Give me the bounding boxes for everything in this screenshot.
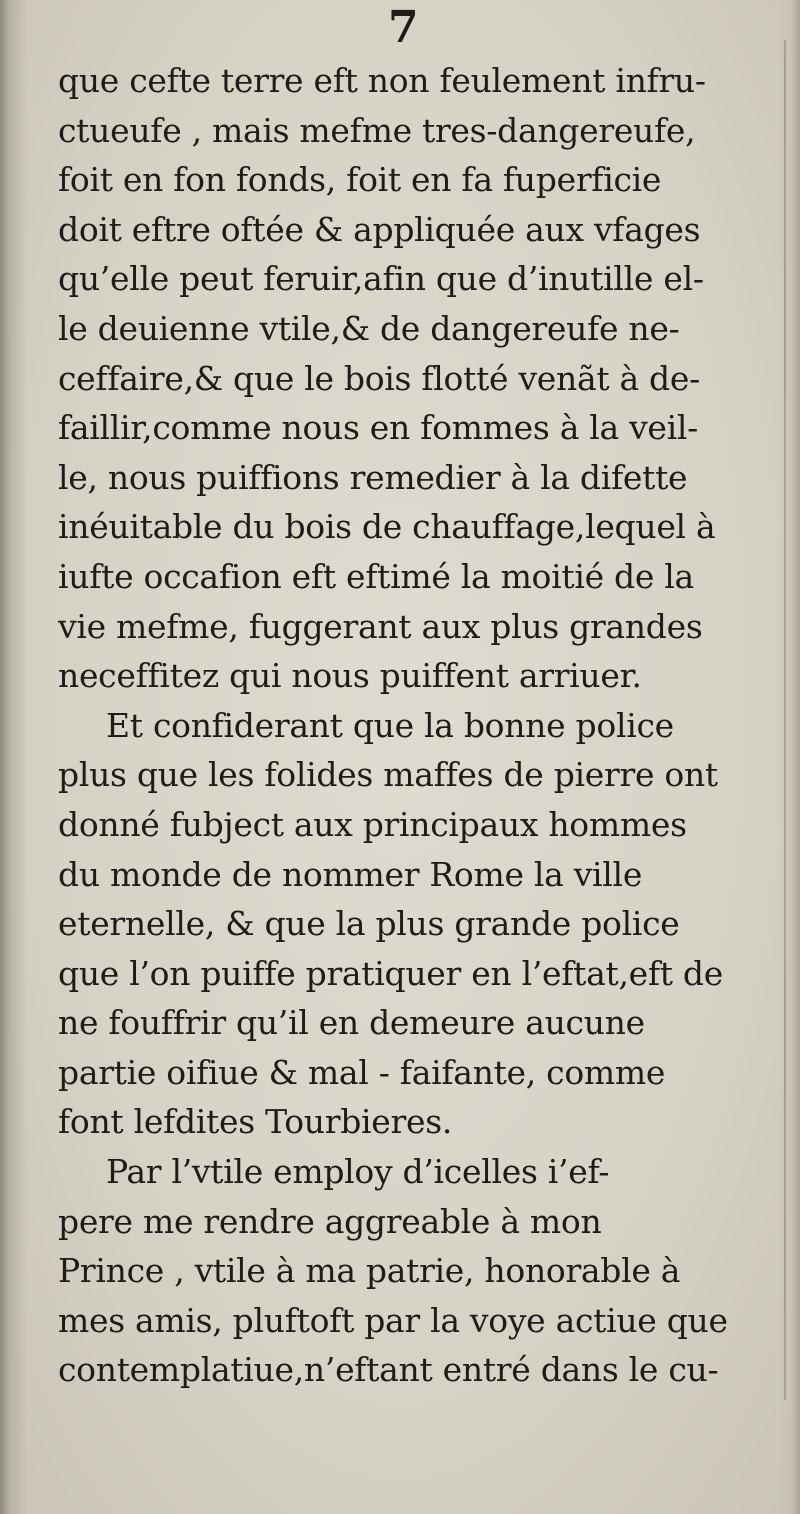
text-line: que l’on puiffe pratiquer en l’eftat,eft de (58, 953, 723, 993)
text-line: contemplatiue,n’eftant entré dans le cu- (58, 1350, 719, 1390)
text-line: partie oifiue & mal - faifante, comme (58, 1052, 666, 1092)
text-line: du monde de nommer Rome la ville (58, 854, 643, 894)
text-line: Prince , vtile à ma patrie, honorable à (58, 1251, 681, 1291)
text-line: inéuitable du bois de chauffage,lequel à (58, 507, 716, 547)
page-number: 7 (388, 2, 419, 53)
text-line: mes amis, pluftoft par la voye actiue que (58, 1300, 728, 1340)
text-line: ctueufe , mais mefme tres-dangereufe, (58, 110, 696, 150)
text-line: font lefdites Tourbieres. (58, 1102, 453, 1142)
text-line: ne fouffrir qu’il en demeure aucune (58, 1003, 645, 1043)
text-line: Par l’vtile employ d’icelles i’ef- (106, 1152, 610, 1192)
text-line: eternelle, & que la plus grande police (58, 904, 680, 944)
text-line: pere me rendre aggreable à mon (58, 1201, 602, 1241)
text-line: le deuienne vtile,& de dangereufe ne- (58, 308, 680, 348)
text-line: qu’elle peut feruir,afin que d’inutille el- (58, 259, 704, 299)
text-line: plus que les folides maffes de pierre ont (58, 755, 718, 795)
page-edge (778, 0, 800, 1514)
text-line: foit en fon fonds, foit en fa fuperficie (58, 160, 662, 200)
body-text (58, 56, 770, 1395)
text-line: faillir,comme nous en fommes à la veil- (58, 408, 699, 448)
text-line: donné fubject aux principaux hommes (58, 804, 687, 844)
text-line: doit eftre oftée & appliquée aux vfages (58, 209, 701, 249)
text-line: vie mefme, fuggerant aux plus grandes (58, 606, 703, 646)
page-edge-line (784, 40, 786, 1400)
text-line: neceffitez qui nous puiffent arriuer. (58, 656, 642, 696)
text-line: Et confiderant que la bonne police (106, 705, 674, 745)
text-line: que cefte terre eft non feulement infru- (58, 61, 706, 100)
text-line: le, nous puiffions remedier à la difette (58, 457, 688, 497)
text-line: ceffaire,& que le bois flotté venãt à de- (58, 358, 700, 398)
binding-gutter (0, 0, 28, 1514)
text-line: iufte occafion eft eftimé la moitié de la (58, 556, 694, 596)
